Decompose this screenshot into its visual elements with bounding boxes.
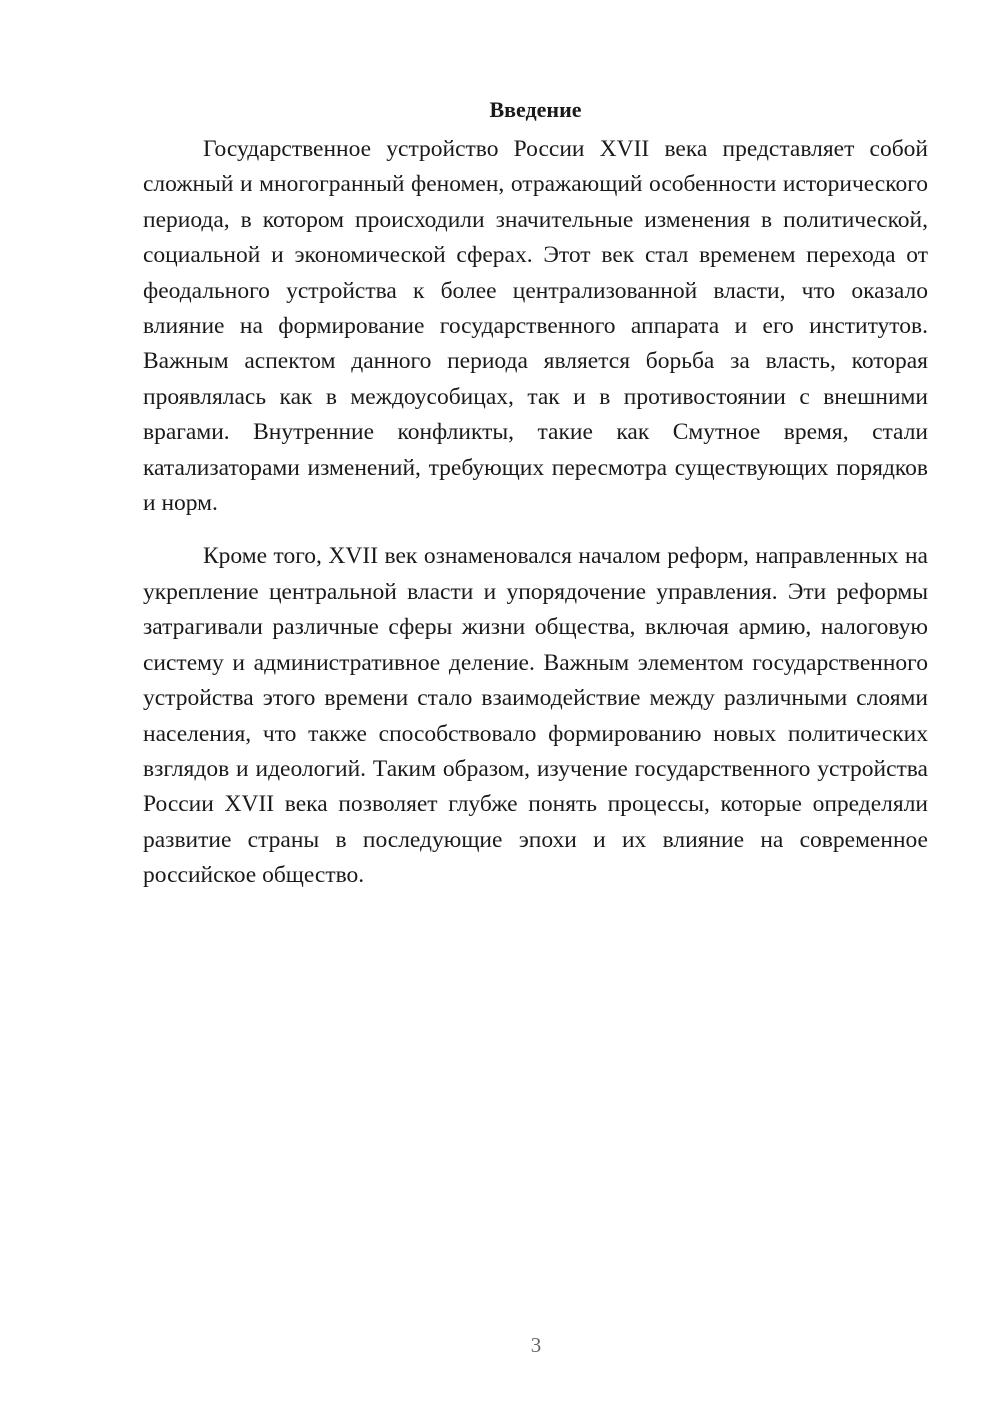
paragraph-1: Государственное устройство России XVII века представляет собой сложный и многогранный феномен, отражающий особенности исторического периода, в котором происходили значительные изменения в политической, социальной и экономической сферах. Этот век стал временем перехода от феодального устройства к более централизованной власти, что оказало влияние на формирование государственного аппарата и его институтов. Важным аспектом данного периода является борьба за власть, которая проявлялась как в междоусобицах, так и в противостоянии с внешними врагами. Внутренние конфликты, такие как Смутное время, стали катализаторами изменений, требующих пересмотра существующих порядков и норм. bbox=[143, 136, 928, 517]
paragraph-2: Кроме того, XVII век ознаменовался началом реформ, направленных на укрепление центральной власти и упорядочение управления. Эти реформы затрагивали различные сферы жизни общества, включая армию, налоговую систему и административное деление. Важным элементом государственного устройства этого времени стало взаимодействие между различными слоями населения, что также способствовало формированию новых политических взглядов и идеологий. Таким образом, изучение государственного устройства России XVII века позволяет глубже понять процессы, которые определяли развитие страны в последующие эпохи и их влияние на современное российское общество. bbox=[143, 543, 928, 889]
page-number: 3 bbox=[530, 1333, 542, 1357]
section-title: Введение bbox=[489, 97, 582, 122]
page-content bbox=[143, 92, 928, 894]
